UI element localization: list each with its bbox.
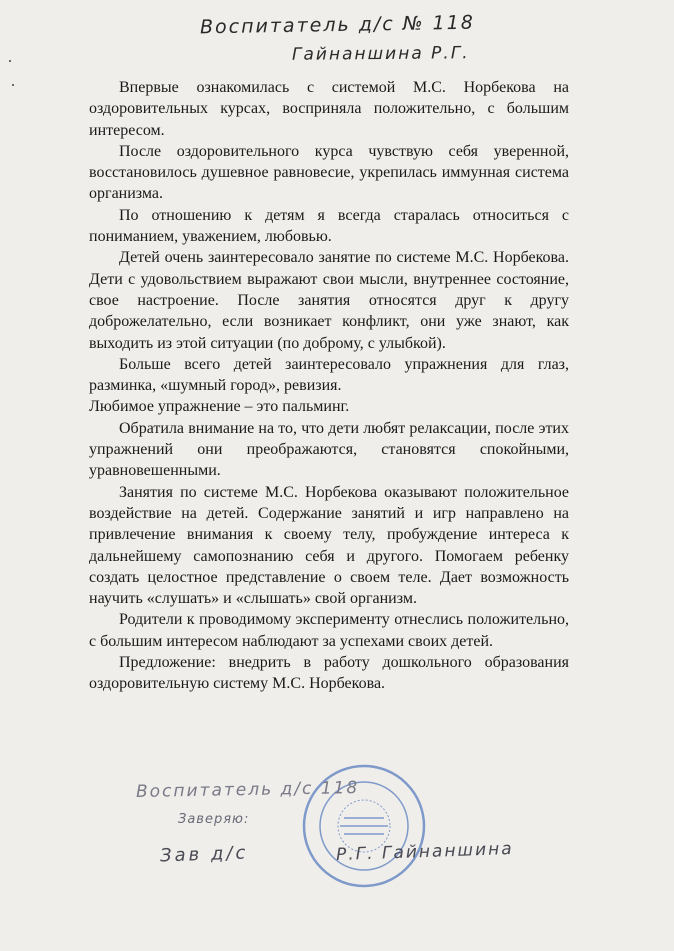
paragraph: Детей очень заинтересовало занятие по системе М.С. Норбекова. Дети с удовольствием выражают свои мысли, внутреннее состояние, свое настроение. После занятия относятся друг к другу доброжелательно, если возникает конфликт, они уже знают, как выходить из этой ситуации (по доброму, с улыбкой). [89, 249, 569, 352]
header-position: Воспитатель д/с № 118 [199, 11, 475, 39]
signature-head: Зав д/с [159, 842, 249, 867]
paragraph: Занятия по системе М.С. Норбекова оказывают положительное воздействие на детей. Содержание занятий и игр направлено на привлечение внимания к своему телу, пробуждение интереса к дальнейшему самопознанию себя и другого. Помогаем ребенку создать целостное представление о своем теле. Дает возможность научить «слушать» и «слышать» свой организм. [89, 483, 569, 608]
paragraph: После оздоровительного курса чувствую себя уверенной, восстановилось душевное равновесие, укрепилась иммунная система организма. [89, 142, 569, 203]
signature-name: Р.Г. Гайнаншина [335, 838, 514, 866]
paragraph: По отношению к детям я всегда старалась относиться с пониманием, уважением, любовью. [89, 206, 569, 246]
header-author: Гайнаншина Р.Г. [291, 43, 470, 65]
paragraph: Предложение: внедрить в работу дошкольного образования оздоровительную систему М.С. Норбекова. [89, 654, 569, 693]
signature-certify: Заверяю: [178, 812, 250, 827]
paragraph: Впервые ознакомилась с системой М.С. Норбекова на оздоровительных курсах, восприняла положительно, с большим интересом. [89, 79, 569, 139]
document-body [89, 77, 569, 695]
handwritten-header [0, 0, 674, 70]
paragraph: Обратила внимание на то, что дети любят релаксации, после этих упражнений они преображаются, становятся спокойными, уравновешенными. [89, 419, 569, 480]
signature-position: Воспитатель д/с 118 [135, 778, 360, 802]
paragraph: Больше всего детей заинтересовало упражнения для глаз, разминка, «шумный город», ревизия. [89, 355, 569, 395]
scan-speck [12, 84, 14, 86]
paragraph: Родители к проводимому эксперименту отнеслись положительно, с большим интересом наблюдают за успехами своих детей. [89, 611, 569, 650]
signature-block [0, 760, 674, 920]
paragraph: Любимое упражнение – это пальминг. [89, 398, 350, 416]
